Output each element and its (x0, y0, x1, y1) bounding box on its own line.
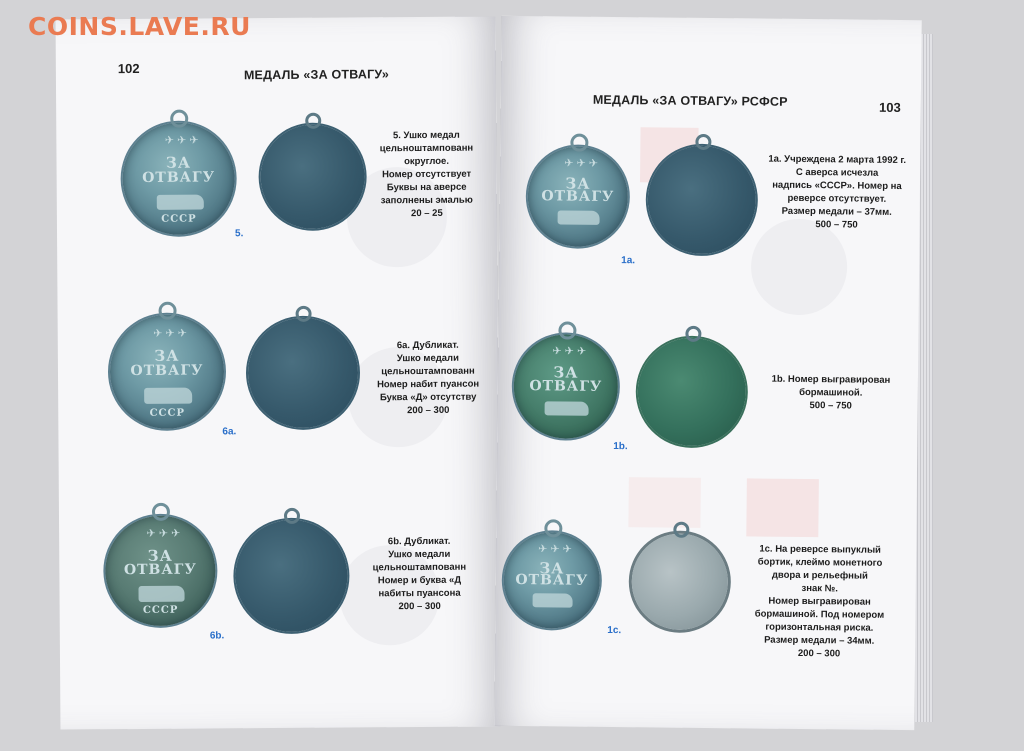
entry-description: 1a. Учреждена 2 марта 1992 г. С аверса исчезла надпись «СССР». Номер на реверсе отсутствует. Размер медали – 37мм. 500 – 750 (768, 153, 907, 231)
catalog-code: 6a. (222, 426, 237, 438)
medal-ring (284, 508, 300, 524)
medal-inscription: ЗА (165, 153, 192, 173)
ghost-image (751, 218, 848, 315)
medal-reverse-image (637, 337, 746, 446)
medal-ring (685, 326, 701, 342)
tank-icon (144, 388, 192, 404)
medal-obverse-image (527, 146, 628, 247)
catalog-code: 5. (234, 228, 244, 240)
page-title: МЕДАЛЬ «ЗА ОТВАГУ» РСФСР (592, 92, 788, 109)
medal-reverse-image (260, 124, 365, 229)
medal-obverse-image (122, 122, 235, 235)
medal-inscription: ОТВАГУ (142, 169, 216, 186)
catalog-code: 1c. (607, 624, 622, 637)
medal-inscription: ЗА (154, 346, 180, 365)
medal-inscription: ЗА (147, 546, 173, 565)
medal-inscription: СССР (149, 407, 186, 419)
medal-inscription: ЗА (539, 559, 565, 578)
entry-description: 1c. На реверсе выпуклый бортик, клеймо монетного двора и рельефный знак №. Номер выгравирован бормашиной. Под номером горизонтальная риска. Размер медали – 34мм. 200 – 300 (754, 543, 885, 660)
medal-ring (695, 134, 711, 150)
medal-obverse-image (503, 532, 600, 629)
right-page (494, 16, 921, 730)
tank-icon (156, 194, 203, 210)
medal-inscription: СССР (161, 213, 197, 225)
planes-icon: ✈ ✈ ✈ (164, 134, 199, 148)
tank-icon (558, 210, 600, 224)
medal-inscription: СССР (142, 604, 179, 617)
tank-icon (138, 586, 184, 602)
page-number: 102 (117, 60, 140, 77)
tank-icon (532, 594, 572, 608)
catalog-code: 6b. (209, 630, 225, 642)
entry-description: 5. Ушко медал цельноштампованн округлое. Номер отсутствует Буквы на аверсе заполнены эмалью 20 – 25 (379, 129, 474, 220)
medal-inscription: ОТВАГУ (529, 377, 603, 395)
medal-inscription: ОТВАГУ (130, 362, 204, 379)
site-watermark: COINS.LAVE.RU (28, 12, 251, 41)
medal-obverse-image (110, 314, 225, 429)
faded-ribbon-image (746, 478, 819, 537)
planes-icon: ✈ ✈ ✈ (552, 345, 587, 359)
planes-icon: ✈ ✈ ✈ (564, 157, 599, 170)
left-page (56, 16, 501, 729)
medal-ring (570, 134, 588, 152)
planes-icon: ✈ ✈ ✈ (146, 527, 181, 541)
medal-obverse-image (105, 515, 216, 626)
planes-icon: ✈ ✈ ✈ (538, 542, 572, 556)
medal-ring (159, 302, 177, 320)
medal-ring (558, 321, 576, 339)
medal-inscription: ОТВАГУ (515, 572, 589, 590)
faded-ribbon-image (628, 477, 701, 528)
page-title: МЕДАЛЬ «ЗА ОТВАГУ» (243, 67, 390, 83)
medal-ring (152, 503, 170, 521)
medal-ring (305, 113, 321, 129)
entry-description: 6b. Дубликат. Ушко медали цельноштампованн Номер и буква «Д набиты пуансона 200 – 300 (372, 535, 467, 613)
catalog-code: 1a. (621, 255, 636, 267)
medal-inscription: ЗА (553, 363, 579, 382)
medal-ring (673, 522, 689, 538)
entry-description: 6a. Дубликат. Ушко медали цельноштампованн Номер набит пуансон Буква «Д» отсутству 200 – 300 (377, 339, 480, 417)
medal-reverse-image (631, 533, 728, 630)
entry-description: 1b. Номер выгравирован бормашиной. 500 – 750 (771, 373, 891, 412)
medal-ring (544, 519, 562, 537)
medal-reverse-image (235, 520, 348, 633)
medal-inscription: ЗА (565, 174, 591, 193)
medal-inscription: ОТВАГУ (541, 188, 615, 206)
medal-reverse-image (647, 145, 756, 254)
medal-obverse-image (513, 334, 618, 439)
medal-inscription: ОТВАГУ (123, 561, 197, 579)
page-number: 103 (879, 99, 901, 116)
medal-ring (170, 110, 188, 128)
medal-reverse-image (248, 317, 359, 428)
tank-icon (545, 401, 589, 416)
catalog-code: 1b. (613, 441, 628, 453)
medal-ring (296, 306, 312, 322)
planes-icon: ✈ ✈ ✈ (153, 327, 188, 340)
